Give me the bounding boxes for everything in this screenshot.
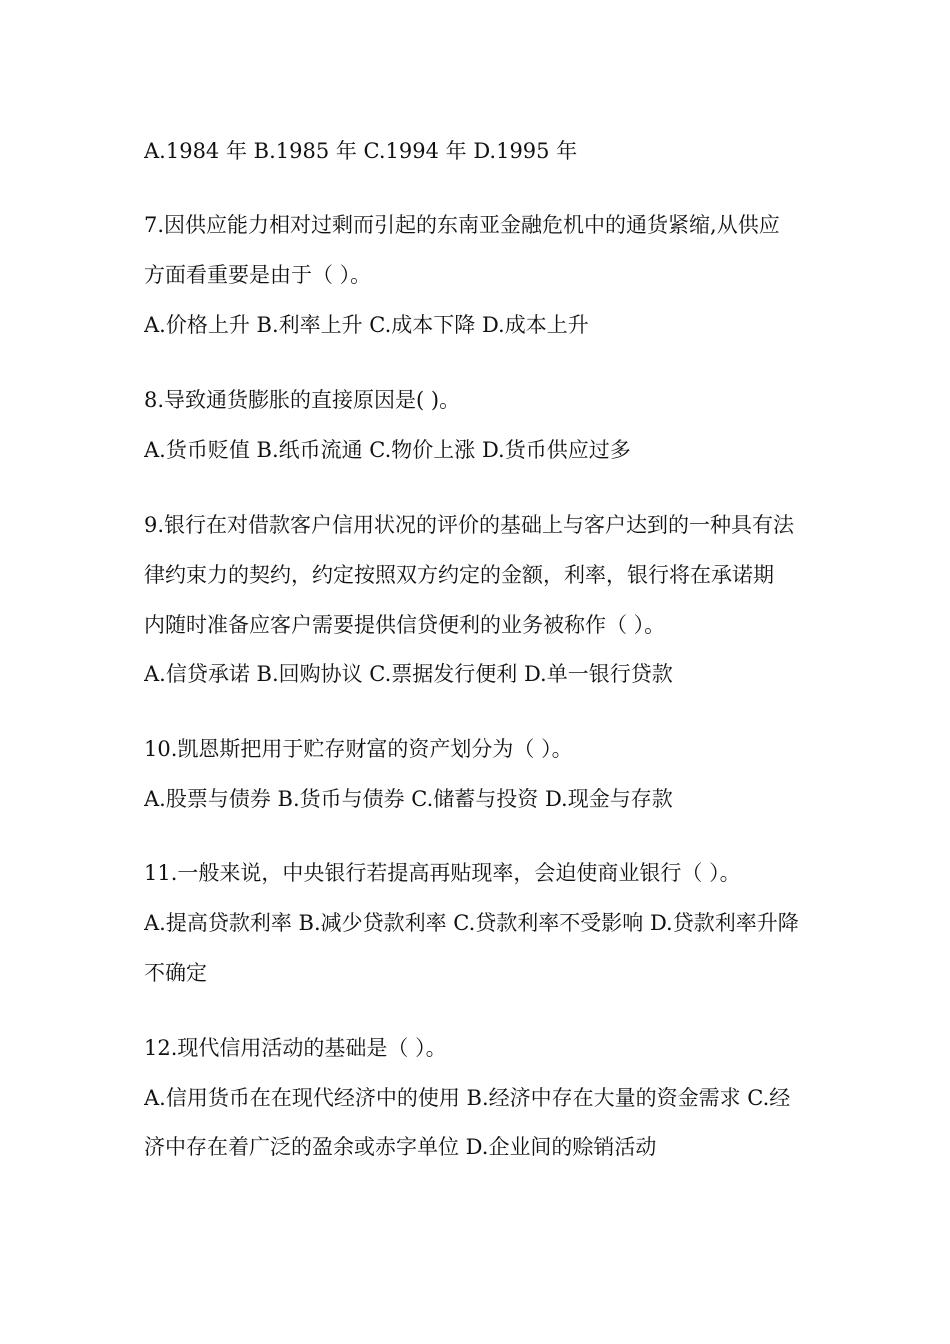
- question-9-line-1: 9.银行在对借款客户信用状况的评价的基础上与客户达到的一种具有法: [144, 513, 795, 537]
- question-9-line-2: 律约束力的契约，约定按照双方约定的金额，利率，银行将在承诺期: [144, 563, 774, 587]
- options-q12-line-1: A.信用货币在在现代经济中的使用 B.经济中存在大量的资金需求 C.经: [144, 1086, 791, 1110]
- options-q12-line-2: 济中存在着广泛的盈余或赤字单位 D.企业间的赊销活动: [144, 1135, 657, 1159]
- options-q11-line-2: 不确定: [144, 961, 207, 985]
- question-12: 12.现代信用活动的基础是（ ）。: [144, 1036, 447, 1060]
- options-q7: A.价格上升 B.利率上升 C.成本下降 D.成本上升: [144, 313, 589, 337]
- options-q8: A.货币贬值 B.纸币流通 C.物价上涨 D.货币供应过多: [144, 438, 631, 462]
- question-7-line-2: 方面看重要是由于（ ）。: [144, 263, 372, 287]
- question-7-line-1: 7.因供应能力相对过剩而引起的东南亚金融危机中的通货紧缩,从供应: [144, 213, 780, 237]
- question-9-line-3: 内随时准备应客户需要提供信贷便利的业务被称作（ ）。: [144, 613, 666, 637]
- question-10: 10.凯恩斯把用于贮存财富的资产划分为（ ）。: [144, 737, 573, 761]
- options-q11-line-1: A.提高贷款利率 B.减少贷款利率 C.贷款利率不受影响 D.贷款利率升降: [144, 911, 799, 935]
- options-q10: A.股票与债券 B.货币与债券 C.储蓄与投资 D.现金与存款: [144, 787, 673, 811]
- options-q9: A.信贷承诺 B.回购协议 C.票据发行便利 D.单一银行贷款: [144, 662, 673, 686]
- question-11: 11.一般来说，中央银行若提高再贴现率，会迫使商业银行（ ）。: [144, 861, 741, 885]
- question-8: 8.导致通货膨胀的直接原因是( )。: [144, 388, 461, 412]
- options-q6: A.1984 年 B.1985 年 C.1994 年 D.1995 年: [144, 139, 578, 163]
